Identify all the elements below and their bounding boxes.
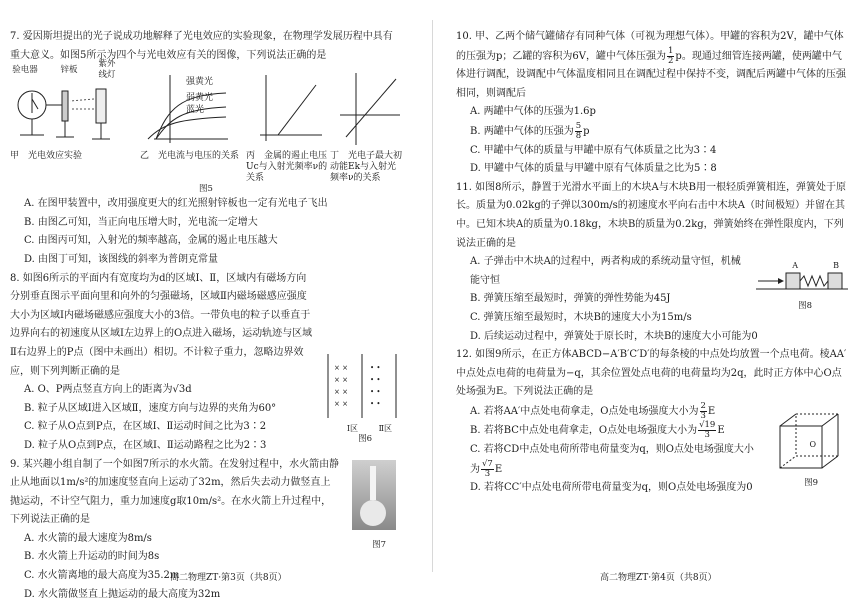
stopping-voltage-graph: [254, 69, 324, 149]
q10-option-d: D. 甲罐中气体的质量与甲罐中原有气体质量之比为5∶8: [470, 160, 848, 179]
fig5-caption-yi: 乙 光电流与电压的关系: [140, 151, 240, 162]
q7-option-c: C. 由图丙可知，入射光的频率越高，金属的遏止电压越大: [24, 232, 402, 251]
q10-option-c: C. 甲罐中气体的质量与甲罐中原有气体质量之比为3∶4: [470, 142, 848, 161]
fig9-number: 图9: [804, 474, 818, 493]
q12-option-b: B. 若将BC中点处电荷拿走，O点处电场强度大小为 $\frac{√19}{3}$ E: [470, 421, 762, 441]
fig7-number: 图7: [372, 536, 386, 555]
figure-5: [10, 65, 402, 183]
q7-option-d: D. 由图丁可知，该图线的斜率为普朗克常量: [24, 251, 402, 270]
q9-option-c: C. 水火箭离地的最大高度为35.2m: [24, 567, 402, 586]
q11-option-c: C. 弹簧压缩至最短时，木块B的速度大小为15m/s: [470, 309, 848, 328]
fig5-caption-bing: 丙 金属的遏止电压Uc与入射光频率ν的关系: [246, 151, 328, 184]
q9-option-b: B. 水火箭上升运动的时间为8s: [24, 548, 402, 567]
q7-stem: 7. 爱因斯坦提出的光子说成功地解释了光电效应的实验现象，在物理学发展历程中具有重大意义。如图5所示为四个与光电效应有关的图像，下列说法正确的是: [10, 28, 402, 65]
q12-option-d: D. 若将CC′中点处电荷所带电荷量变为q，则O点处电场强度为0: [470, 479, 848, 498]
q12-option-a: A. 若将AA′中点处电荷拿走，O点处电场强度大小为 $\frac{2}{3}$ E: [470, 402, 762, 422]
q10-option-b: B. 两罐中气体的压强为 $\frac{5}{8}$ p: [470, 122, 848, 142]
zone-1-label: Ⅰ区: [347, 420, 358, 439]
svg-text:× ×: × ×: [334, 388, 348, 396]
zone-2-label: Ⅱ区: [379, 420, 392, 439]
svg-text:• •: • •: [370, 376, 380, 384]
q12-block: [456, 346, 848, 498]
page-footer-right: 高二物理ZT·第4页（共8页）: [600, 570, 717, 583]
q10-fraction: $\frac{1}{2}$: [667, 47, 674, 66]
right-column: [456, 28, 848, 498]
q11-block: [456, 179, 848, 346]
kinetic-energy-graph: [336, 69, 402, 149]
weak-yellow-label: 弱黄光: [186, 93, 213, 104]
fig5-number: 图5: [10, 183, 402, 195]
block-b-label: B: [833, 257, 839, 276]
q8-option-b: B. 粒子从区域Ⅰ进入区域Ⅱ，速度方向与边界的夹角为60°: [24, 400, 314, 419]
q9-option-a: A. 水火箭的最大速度为8m/s: [24, 530, 402, 549]
q11-option-a: A. 子弹击中木块A的过程中，两者构成的系统动量守恒，机械能守恒: [470, 253, 748, 290]
svg-text:× ×: × ×: [334, 364, 348, 372]
blue-light-label: 蓝光: [186, 105, 204, 116]
water-rocket-photo: [352, 460, 396, 530]
left-column: [10, 28, 402, 604]
fig5-caption-jia: 甲 光电效应实验: [10, 151, 130, 162]
q11-stem: 11. 如图8所示，静置于光滑水平面上的木块A与木块B用一根轻质弹簧相连，弹簧处于原长。质量为0.02kg的子弹以300m/s的初速度水平向右击中木块A（时间极短）并留在其中。已知木块A的质量为0.18kg，木块B的质量为0.2kg，弹簧始终在弹性限度内，下列说法正确的是: [456, 179, 848, 253]
zinc-plate-label: 锌板: [56, 65, 82, 76]
photoelectric-apparatus-figure: [10, 69, 120, 149]
q12-stem: 12. 如图9所示，在正方体ABCD−A′B′C′D′的每条棱的中点处均放置一个点电荷。棱AA′中点处点电荷的电荷量为−q，其余位置处点电荷的电荷量均为2q，此时正方体中心O点处场强为E。下列说法正确的是: [456, 346, 848, 402]
fig6-number: 图6: [358, 430, 372, 449]
column-divider: [432, 20, 433, 572]
svg-text:• •: • •: [370, 400, 380, 408]
svg-text:× ×: × ×: [334, 376, 348, 384]
q7-option-a: A. 在图甲装置中，改用强度更大的红光照射锌板也一定有光电子飞出: [24, 195, 402, 214]
svg-text:• •: • •: [370, 364, 380, 372]
q9-option-d: D. 水火箭做竖直上抛运动的最大高度为32m: [24, 586, 402, 604]
q10-stem: 10. 甲、乙两个储气罐储存有同种气体（可视为理想气体）。甲罐的容积为2V，罐中气体的压强为p；乙罐的容积为6V，罐中气体压强为 $\frac{1}{2}$ p。现通过细管连接两罐，使两罐中气体进行调配，设调配中气体温度相同且在调配过程中保持不变，调配后两罐中气体的压强相同，则调配后: [456, 28, 848, 103]
magnetic-field-figure: [320, 352, 402, 426]
q8-block: [10, 270, 402, 456]
fig5-caption-ding: 丁 光电子最大初动能Ek与入射光频率ν的关系: [330, 151, 402, 184]
q9-stem: 9. 某兴趣小组自制了一个如图7所示的水火箭。在发射过程中，水火箭由静止从地面以1m/s²的加速度竖直向上运动了32m，然后失去动力做竖直上抛运动，不计空气阻力，重力加速度g取10m/s²。在水火箭上升过程中，下列说法正确的是: [10, 456, 340, 530]
svg-text:× ×: × ×: [334, 400, 348, 408]
current-voltage-graph: [140, 69, 230, 149]
strong-yellow-label: 强黄光: [186, 77, 213, 88]
electroscope-label: 验电器: [10, 65, 40, 76]
page-footer-left: 高二物理ZT·第3页（共8页）: [170, 570, 287, 583]
uv-lamp-label: 紫外线灯: [96, 59, 118, 81]
q8-option-a: A. O、P两点竖直方向上的距离为√3d: [24, 381, 314, 400]
q8-option-c: C. 粒子从O点到P点，在区域Ⅰ、Ⅱ运动时间之比为3∶2: [24, 418, 402, 437]
q11-option-b: B. 弹簧压缩至最短时，弹簧的弹性势能为45J: [470, 290, 848, 309]
q10-option-a: A. 两罐中气体的压强为1.6p: [470, 103, 848, 122]
q8-stem: 8. 如图6所示的平面内有宽度均为d的区域Ⅰ、Ⅱ，区域内有磁场方向分别垂直图示平面向里和向外的匀强磁场，区域Ⅱ内磁场磁感应强度大小为区域Ⅰ内磁场磁感应强度大小的3倍。一带负电的粒子以垂直于边界向右的初速度从区域Ⅰ左边界上的O点进入磁场，运动轨迹与区域Ⅱ右边界上的P点（图中未画出）相切。不计粒子重力，忽略边界效应，则下列判断正确的是: [10, 270, 314, 382]
q12-option-c: C. 若将CD中点处电荷所带电荷量变为q，则O点处电场强度大小为 $\frac{√7}{3}$ E: [470, 441, 762, 479]
q7-option-b: B. 由图乙可知，当正向电压增大时，光电流一定增大: [24, 214, 402, 233]
cube-center-label: O: [809, 436, 816, 455]
q8-option-d: D. 粒子从O点到P点，在区域Ⅰ、Ⅱ运动路程之比为2∶3: [24, 437, 402, 456]
q11-option-d: D. 后续运动过程中，弹簧处于原长时，木块B的速度大小可能为0: [470, 328, 848, 347]
fig8-number: 图8: [798, 297, 812, 316]
block-a-label: A: [792, 257, 798, 276]
svg-text:• •: • •: [370, 388, 380, 396]
